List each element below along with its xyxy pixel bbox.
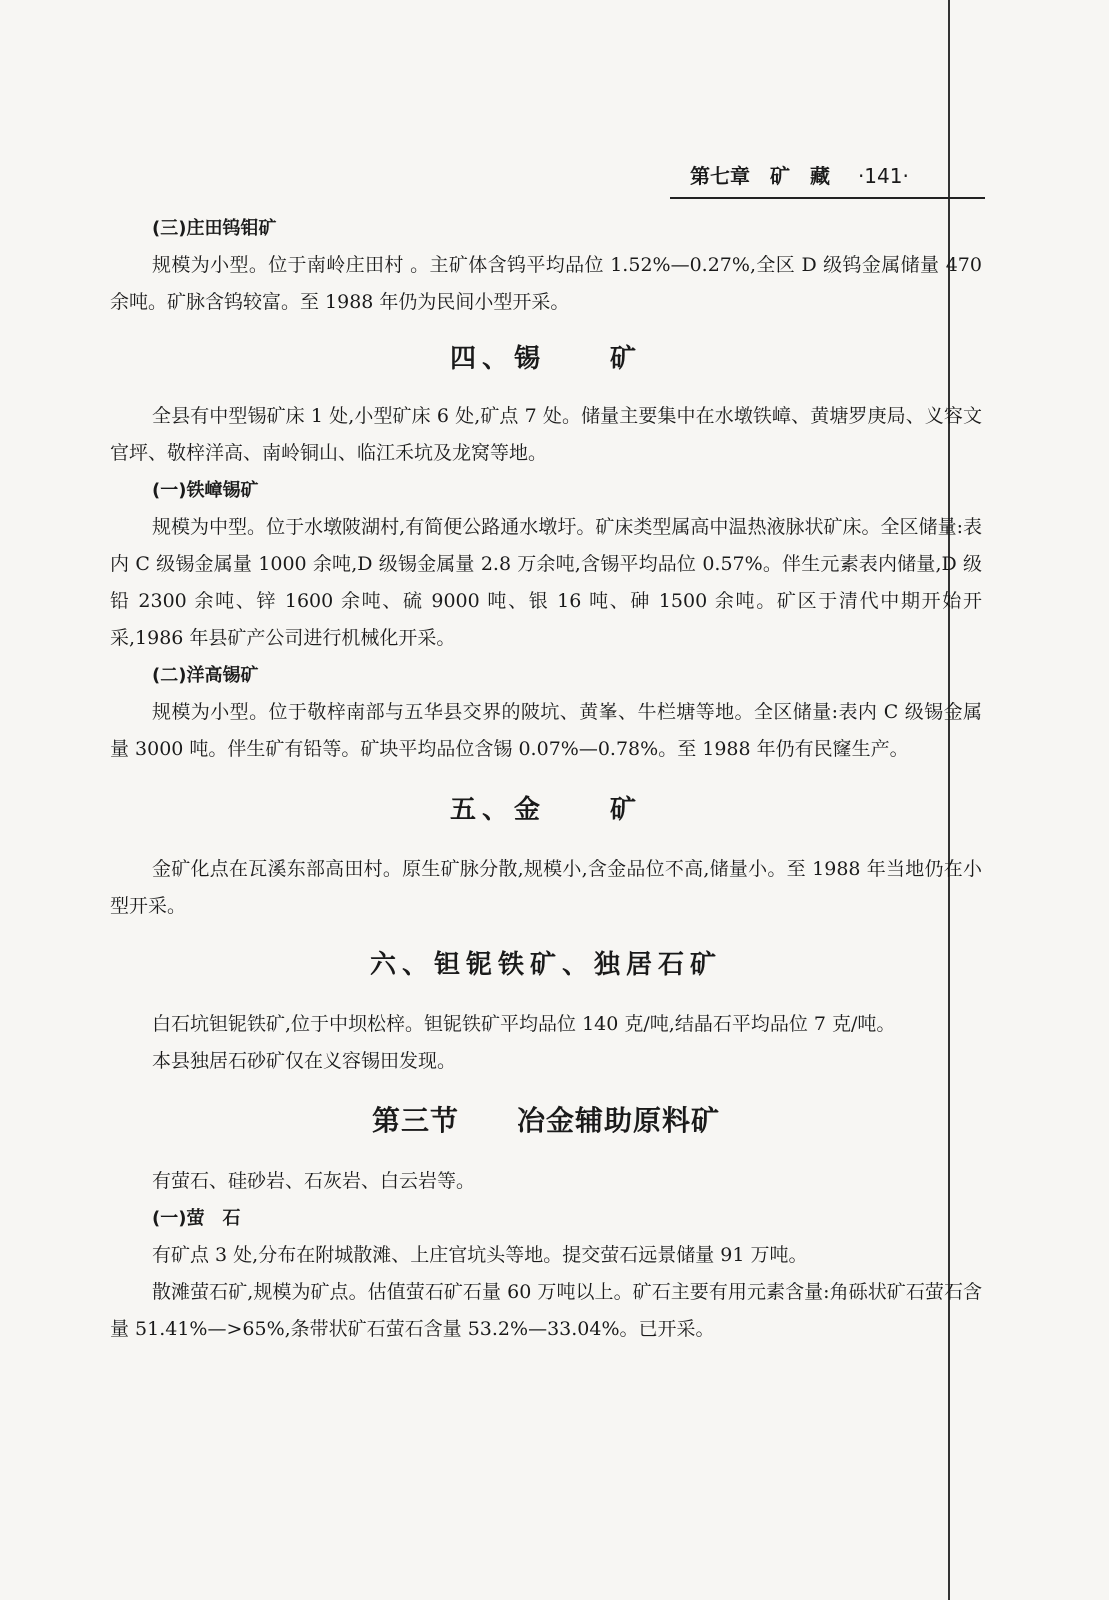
section-heading: 六、钽铌铁矿、独居石矿 xyxy=(369,950,722,980)
subsection-title: (一)铁嶂锡矿 xyxy=(152,480,259,501)
paragraph: 本县独居石砂矿仅在义容锡田发现。 xyxy=(152,1050,457,1072)
chapter-title: 第七章 矿 藏 xyxy=(690,164,830,188)
running-header xyxy=(690,160,985,189)
section-heading: 五、金 矿 xyxy=(449,795,642,825)
section-name: 冶金辅助原料矿 xyxy=(517,1104,721,1137)
paragraph: 规模为中型。位于水墩陂湖村,有简便公路通水墩圩。矿床类型属高中温热液脉状矿床。全区储量:表内 C 级锡金属量 1000 余吨,D 级锡金属量 2.8 万余吨,含锡平均品位 0.57%。伴生元素表内储量,D 级铅 2300 余吨、锌 1600 余吨、硫 9000 吨、银 16 吨、砷 1500 余吨。矿区于清代中期开始开采,1986 年县矿产公司进行机械化开采。 xyxy=(110,516,982,649)
paragraph: 有萤石、硅砂岩、石灰岩、白云岩等。 xyxy=(152,1170,476,1192)
section-title xyxy=(110,1102,982,1139)
paragraph: 规模为小型。位于南岭庄田村 。主矿体含钨平均品位 1.52%—0.27%,全区 D 级钨金属储量 470 余吨。矿脉含钨较富。至 1988 年仍为民间小型开采。 xyxy=(110,254,982,313)
subsection-title: (三)庄田钨钼矿 xyxy=(152,218,277,239)
paragraph: 金矿化点在瓦溪东部高田村。原生矿脉分散,规模小,含金品位不高,储量小。至 1988 年当地仍在小型开采。 xyxy=(110,858,982,917)
page-number: ·141· xyxy=(857,164,909,188)
header-rule xyxy=(670,197,985,199)
paragraph: 规模为小型。位于敬梓南部与五华县交界的陂坑、黄峯、牛栏塘等地。全区储量:表内 C 级锡金属量 3000 吨。伴生矿有铅等。矿块平均品位含锡 0.07%—0.78%。至 1988 年仍有民窿生产。 xyxy=(110,701,982,760)
paragraph: 散滩萤石矿,规模为矿点。估值萤石矿石量 60 万吨以上。矿石主要有用元素含量:角砾状矿石萤石含量 51.41%—>65%,条带状矿石萤石含量 53.2%—33.04%。已开采。 xyxy=(110,1281,982,1340)
subsection-title: (一)萤 石 xyxy=(152,1208,241,1229)
paragraph: 有矿点 3 处,分布在附城散滩、上庄官坑头等地。提交萤石远景储量 91 万吨。 xyxy=(152,1244,808,1266)
paragraph: 全县有中型锡矿床 1 处,小型矿床 6 处,矿点 7 处。储量主要集中在水墩铁嶂、黄塘罗庚局、义容文官坪、敬梓洋高、南岭铜山、临江禾坑及龙窝等地。 xyxy=(110,405,982,464)
section-label: 第三节 xyxy=(371,1104,459,1137)
section-heading: 四、锡 矿 xyxy=(449,344,642,374)
paragraph: 白石坑钽铌铁矿,位于中坝松梓。钽铌铁矿平均品位 140 克/吨,结晶石平均品位 7 克/吨。 xyxy=(152,1013,896,1035)
subsection-title: (二)洋高锡矿 xyxy=(152,665,259,686)
page-body xyxy=(110,210,982,1348)
